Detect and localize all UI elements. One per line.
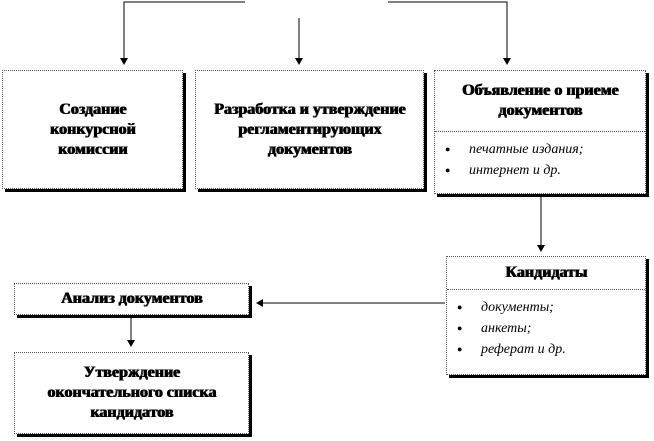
approval-box — [14, 352, 249, 434]
connector-right-branch — [388, 2, 507, 64]
announcement-box-title: Объявление о приеме документов — [461, 82, 619, 119]
connector-left-branch — [124, 2, 245, 64]
candidates-box — [446, 256, 646, 375]
candidates-box-title: Кандидаты — [505, 264, 587, 281]
candidates-item: ● анкеты; — [447, 318, 645, 339]
announcement-item: ● печатные издания; — [435, 139, 645, 160]
candidates-item: ● документы; — [447, 297, 645, 318]
regulations-box-title: Разработка и утверждение регламентирующих документов — [213, 100, 406, 158]
analysis-box — [14, 283, 249, 315]
announcement-item: ● интернет и др. — [435, 160, 645, 181]
approval-box-title: Утверждение окончательного списка кандидатов — [47, 364, 216, 421]
candidates-box-header — [447, 257, 645, 290]
announcement-list — [435, 132, 645, 181]
candidates-list — [447, 290, 645, 360]
regulations-box — [195, 70, 424, 189]
commission-box — [2, 70, 183, 189]
commission-box-title: Создание конкурсной комиссии — [49, 100, 136, 158]
announcement-box-header — [435, 71, 645, 132]
analysis-box-title: Анализ документов — [60, 290, 203, 307]
announcement-box — [434, 70, 646, 194]
candidates-item: ● реферат и др. — [447, 339, 645, 360]
